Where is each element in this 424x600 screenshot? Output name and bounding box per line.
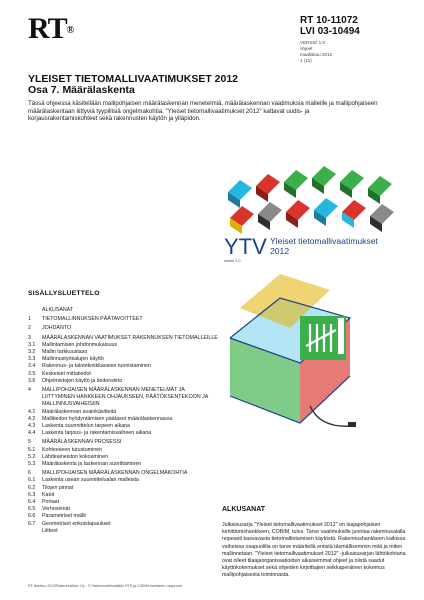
toc-item [28,470,218,477]
toc-item-text: Laskenta usean suunnittelualan malleista [42,477,139,484]
toc-item-number: 6.2 [28,484,36,491]
intro-paragraph: Tässä ohjeessa käsitellään mallipohjaisen määrälaskennan menetelmiä, määrälaskennan vaatimuksia malleille ja mallipohjaiseen määrälaskentaan liittyviä tyypillisiä ongelmakohtia. "Yleiset tietomallivaatimukset 2012" kattavat uudis- ja korjausrakentamiskohteet sekä rakennusten käytön ja ylläpidon. [28,100,378,123]
toc-item [28,423,218,430]
toc-item [28,439,218,446]
toc-item-number: 5.1 [28,446,36,453]
toc-item-number: 4.1 [28,408,36,415]
toc-item-number: 4.3 [28,423,36,430]
toc-item-text: Keskeiset mittatiedot [42,370,91,377]
page-title [28,74,238,96]
toc-item [28,513,218,520]
toc-item [28,325,218,332]
toc-item-text: Laskenta suunnittelun tarpeen aikana [42,423,131,430]
meta-version: VERSIO 1.0 [300,40,326,45]
meta-page: 1 (11) [300,58,312,63]
building-icon-grid [228,166,394,234]
toc-item [28,492,218,499]
toc-item-number: 3.4 [28,363,36,370]
toc-item-number: 6.6 [28,513,36,520]
toc-item-text: Katot [42,491,55,498]
toc-item-number: 6.5 [28,506,36,513]
toc-item-text: JOHDANTO [42,325,72,332]
toc-item-text: MALLIPOHJAISEN MÄÄRÄLASKENNAN ONGELMAKOHTIA [42,470,188,477]
toc-item-text: Mallitiedon hyödyntämisen päätasot määrälaskennassa [42,415,173,422]
toc-item [28,349,218,356]
toc-item-number: 3 [28,334,31,341]
toc-item-text: Verhoseinät [42,506,70,513]
toc-item-text: Lähdeaineiston kokoaminen [42,453,108,460]
toc-item-text: Mallin tarkkuustaso [42,349,88,356]
toc-item [28,335,218,342]
toc-item-number: 3.1 [28,341,36,348]
toc-item-text: MÄÄRÄLASKENNAN PROSESSI [42,439,122,446]
toc-item-number: 6.1 [28,477,36,484]
rt-code: RT 10-11072 [300,15,358,26]
toc-item [28,363,218,370]
cover-title-line-1: Yleiset tietomallivaatimukset [270,236,378,246]
toc-item-number: 4.2 [28,415,36,422]
toc-item [28,521,218,528]
toc-item-number: 6.3 [28,491,36,498]
toc-item-number: 4 [28,387,31,394]
cover-version: versio 1.0 [224,259,241,263]
cover-figure [220,158,410,464]
page-footer: RT-Ilmoitus 2012/Rakennustieto Oy · © Rakennustietosäätiö RTS ja COBIM-hankkeen osapuolet [28,584,183,588]
toc-item-number: 1 [28,316,31,323]
toc-heading: SISÄLLYSLUETTELO [28,290,100,297]
toc-item-number: 3.3 [28,356,36,363]
toc-item [28,378,218,385]
toc-item [28,499,218,506]
toc-item-number: 3.6 [28,377,36,384]
toc-item-number: 5.3 [28,461,36,468]
toc-item-text: Geometriset erikoistapaukset [42,520,111,527]
toc-item [28,461,218,468]
toc-item-number: 2 [28,325,31,332]
toc-item-text: Määrälaskennan avainkäsitteitä [42,408,117,415]
toc-item [28,528,218,535]
toc-item-text: Ohjelmistojen käyttö ja tiedonsiirto [42,377,123,384]
toc-item-number: 4.4 [28,430,36,437]
toc-item [28,416,218,423]
toc-item-number: 3.2 [28,349,36,356]
cover-title-line-2: 2012 [270,246,290,256]
toc-item-text: Rakennus- ja talotekniikkaosien tunnistaminen [42,363,151,370]
toc-item-text: Liitteet [42,527,58,534]
toc-item-text: Parametriset mallit [42,513,86,520]
toc-item-text: Laskenta tarjous- ja rakentamisvaiheen aikana [42,430,152,437]
toc-item [28,430,218,437]
lvi-code: LVI 03-10494 [300,26,360,37]
alkusanat-text: Julkaisusarja "Yleiset tietomallivaatimukset 2012" on laajapohjaisen kehittämishankkeen, COBIM, tulos. Tarve vaatimuksille juontaa rakennusalalla nopeasti kasvavasta tietomallintamisen käytöstä. Rakennushankkeen kaikissa vaiheissa osapuolilla on tarve määritellä entistä täsmällisemmin mitä ja miten mallinnetaan. "Yleiset tietomallivaatimukset 2012" -julkaisusarjan lähtökohtana ovat olleet tilaajaorganisaatioiden aikaisemmat ohjeet ja niistä saadut käyttökokemukset sekä ohjeiden kirjoittajien seikkaperäinen kokemus mallipohjaisesta toiminnasta. [222,522,406,579]
document-codes [300,15,360,37]
toc-item-text: Mallintamisen johdonmukaisuus [42,341,118,348]
alkusanat-heading: ALKUSANAT [222,506,266,513]
meta-type: ohjeet [300,46,313,51]
toc-item-text: Mallinnustyökalujen käyttö [42,356,104,363]
cover-illustration [220,158,410,464]
toc-item-text: Määrälaskenta ja laskennan suorittaminen [42,461,142,468]
toc-item [28,316,218,323]
toc-item [28,387,218,409]
toc-item-text: TIETOMALLINNUKSEN PÄÄTAVOITTEET [42,316,143,323]
meta-date: maaliskuu 2012 [300,52,333,57]
toc-item [28,477,218,484]
title-line-1: YLEISET TIETOMALLIVAATIMUKSET 2012 [28,73,239,85]
toc-item [28,356,218,363]
toc-item-text: MÄÄRÄLASKENNAN VAATIMUKSET RAKENNUKSEN TIETOMALLEILLE [42,334,218,341]
toc-item-number: 3.5 [28,370,36,377]
toc-item [28,506,218,513]
toc-item [28,454,218,461]
toc-item-text: Kohteeseen tutustuminen [42,446,103,453]
cover-ytv-text: YTV [224,234,267,259]
rt-logo: RT® [28,12,74,45]
toc-list [28,307,218,535]
toc-item-number [28,307,42,314]
toc-item-text: ALKUSANAT [42,307,74,313]
model-illustration [230,274,356,427]
document-meta [300,40,332,64]
toc-item [28,409,218,416]
toc-item [28,485,218,492]
toc-item-text: Tilojen pinnat [42,484,74,491]
toc-item-number: 6 [28,470,31,477]
toc-item-number [28,528,42,535]
toc-item-number: 5 [28,439,31,446]
toc-item-number: 6.7 [28,520,36,527]
toc-item-text: Portaat [42,499,60,506]
toc-item [28,447,218,454]
table-of-contents [28,290,218,535]
toc-item [28,342,218,349]
toc-item [28,371,218,378]
title-line-2: Osa 7. Määrälaskenta [28,84,135,96]
toc-item-number: 5.2 [28,453,36,460]
toc-item-text: MALLIPOHJAISEN MÄÄRÄLASKENNAN MENETELMÄT JA LIITTYMINEN HANKKEEN OHJAUKSEEN, PÄÄTÖKSENTEKOON JA MALLINNUSVAIHEISIIN [42,387,209,408]
toc-item-number: 6.4 [28,499,36,506]
toc-item [28,307,218,314]
